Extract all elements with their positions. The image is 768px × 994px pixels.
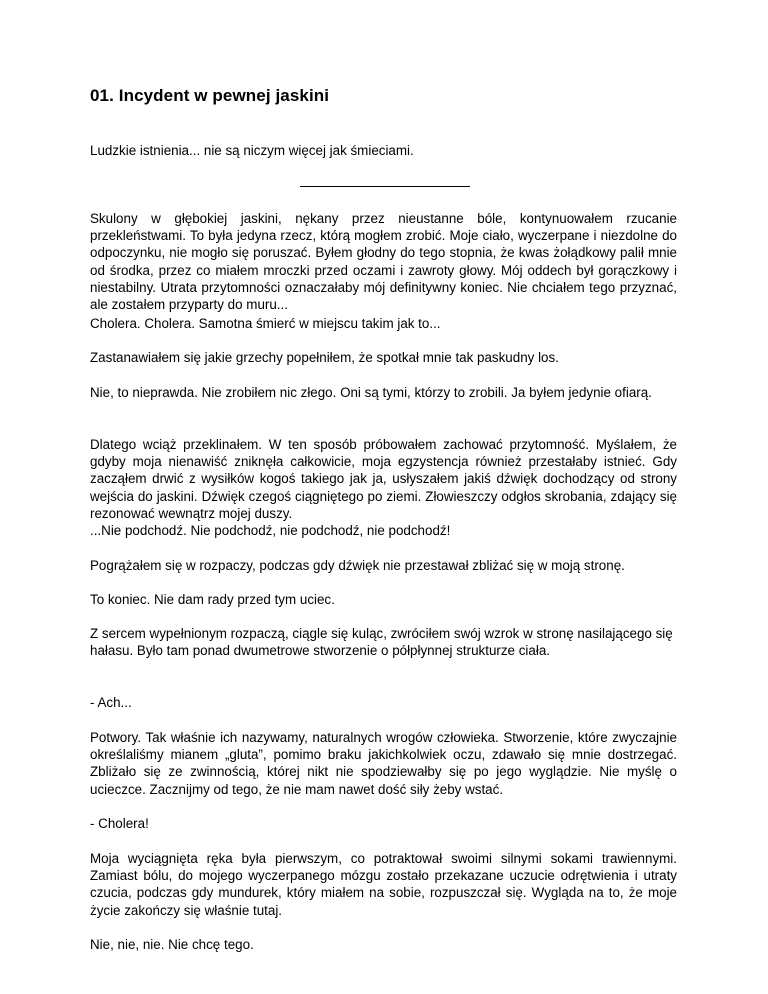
section-divider — [300, 186, 470, 187]
paragraph: - Cholera! — [90, 816, 149, 831]
paragraph: Skulony w głębokiej jaskini, nękany przez nieustanne bóle, kontynuowałem rzucanie przekleństwami. To była jedyna rzecz, którą mogłem zrobić. Moje ciało, wyczerpane i niezdolne do odpoczynku, nie mogło się poruszać. Byłem głodny do tego stopnia, że kwas żołądkowy palił mnie od środka, przez co miałem mroczki przed oczami i zawroty głowy. Mój oddech był gorączkowy i niestabilny. Utrata przytomności oznaczałaby mój definitywny koniec. Nie chciałem tego przyznać, ale zostałem przyparty do muru... — [90, 211, 677, 313]
paragraph: Nie, to nieprawda. Nie zrobiłem nic złego. Oni są tymi, którzy to zrobili. Ja byłem jedynie ofiarą. — [90, 385, 652, 400]
paragraph: Cholera. Cholera. Samotna śmierć w miejscu takim jak to... — [90, 316, 441, 331]
paragraph: Dlatego wciąż przeklinałem. W ten sposób próbowałem zachować przytomność. Myślałem, że gdyby moja nienawiść zniknęła całkowicie, moja egzystencja również przestałaby istnieć. Gdy zacząłem drwić z wysiłków kogoś takiego jak ja, usłyszałem jakiś dźwięk dochodzący od strony wejścia do jaskini. Dźwięk czegoś ciągniętego po ziemi. Złowieszczy odgłos skrobania, zdający się rezonować wewnątrz mojej duszy. — [90, 437, 677, 521]
paragraph: Pogrążałem się w rozpaczy, podczas gdy dźwięk nie przestawał zbliżać się w moją stronę. — [90, 558, 625, 573]
chapter-title: 01. Incydent w pewnej jaskini — [90, 86, 330, 105]
paragraph: Z sercem wypełnionym rozpaczą, ciągle się kuląc, zwróciłem swój wzrok w stronę nasilającego się hałasu. Było tam ponad dwumetrowe stworzenie o półpłynnej strukturze ciała. — [90, 626, 673, 659]
paragraph: To koniec. Nie dam rady przed tym uciec. — [90, 592, 335, 607]
paragraph: - Ach... — [90, 695, 132, 710]
paragraph: Potwory. Tak właśnie ich nazywamy, naturalnych wrogów człowieka. Stworzenie, które zwyczajnie określaliśmy mianem „gluta”, pomimo braku jakichkolwiek oczu, zdawało się mnie dostrzegać. Zbliżało się ze zwinnością, której nikt nie spodziewałby się po jego wyglądzie. Nie myślę o ucieczce. Zacznijmy od tego, że nie mam nawet dość siły żeby wstać. — [90, 730, 677, 797]
paragraph: ...Nie podchodź. Nie podchodź, nie podchodź, nie podchodź! — [90, 523, 451, 538]
paragraph: Zastanawiałem się jakie grzechy popełniłem, że spotkał mnie tak paskudny los. — [90, 350, 559, 365]
epigraph: Ludzkie istnienia... nie są niczym więcej jak śmieciami. — [90, 143, 414, 158]
paragraph: Moja wyciągnięta ręka była pierwszym, co potraktował swoimi silnymi sokami trawiennymi. Zamiast bólu, do mojego wyczerpanego mózgu zostało przekazane uczucie odrętwienia i utraty czucia, podczas gdy mundurek, który miałem na sobie, rozpuszczał się. Wygląda na to, że moje życie zakończy się właśnie tutaj. — [90, 851, 677, 918]
paragraph: Nie, nie, nie. Nie chcę tego. — [90, 937, 254, 952]
